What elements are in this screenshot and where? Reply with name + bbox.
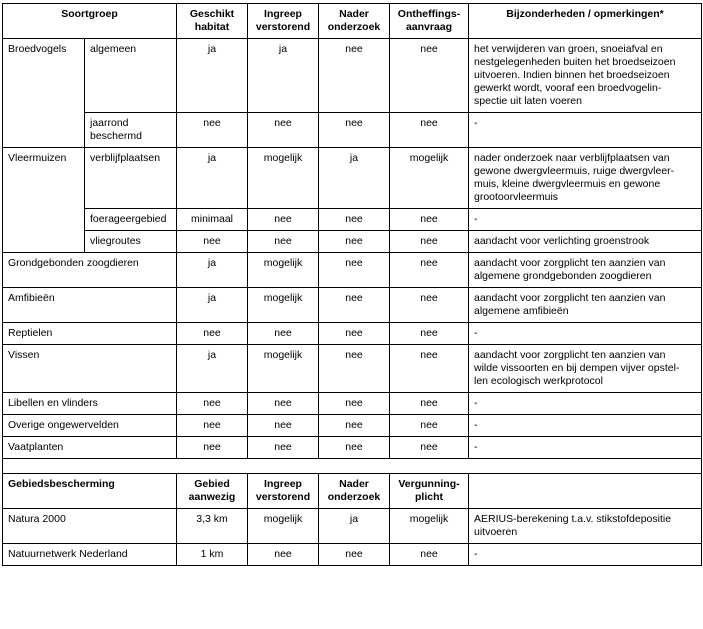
cell-nader: nee <box>319 544 390 566</box>
cell-opmerking: aandacht voor verlichting groenstrook <box>469 231 702 253</box>
header-geschikt: Geschikt habitat <box>177 4 248 39</box>
header-nader: Nader onderzoek <box>319 4 390 39</box>
cell-group: Overige ongewervelden <box>3 415 177 437</box>
cell-group: Amfibieën <box>3 288 177 323</box>
table-row <box>3 345 702 393</box>
cell-ontheffing: nee <box>390 113 469 148</box>
cell-geschikt: ja <box>177 288 248 323</box>
cell-geschikt: nee <box>177 415 248 437</box>
cell-vergunning: mogelijk <box>390 509 469 544</box>
cell-vergunning: nee <box>390 544 469 566</box>
cell-sub: algemeen <box>85 39 177 113</box>
cell-group: Natuurnetwerk Nederland <box>3 544 177 566</box>
cell-opmerking: - <box>469 209 702 231</box>
cell-nader: nee <box>319 209 390 231</box>
header-ingreep-2: Ingreep verstorend <box>248 474 319 509</box>
cell-ingreep: nee <box>248 209 319 231</box>
cell-geschikt: ja <box>177 345 248 393</box>
cell-nader: nee <box>319 113 390 148</box>
header-aanwezig: Gebied aanwezig <box>177 474 248 509</box>
cell-geschikt: nee <box>177 437 248 459</box>
cell-geschikt: ja <box>177 253 248 288</box>
cell-ontheffing: nee <box>390 231 469 253</box>
header-empty <box>469 474 702 509</box>
cell-group: Broedvogels <box>3 39 85 148</box>
table-row <box>3 393 702 415</box>
cell-sub: jaarrond beschermd <box>85 113 177 148</box>
cell-ontheffing: nee <box>390 209 469 231</box>
cell-opmerking: - <box>469 437 702 459</box>
cell-ingreep: mogelijk <box>248 345 319 393</box>
header-bijzonderheden: Bijzonderheden / opmerkingen* <box>469 4 702 39</box>
cell-ingreep: nee <box>248 544 319 566</box>
cell-opmerking: AERIUS-berekening t.a.v. stikstofdepositie uitvoeren <box>469 509 702 544</box>
cell-nader: nee <box>319 39 390 113</box>
cell-ontheffing: mogelijk <box>390 148 469 209</box>
spacer-row <box>3 459 702 474</box>
cell-opmerking: aandacht voor zorgplicht ten aanzien van algemene amfibieën <box>469 288 702 323</box>
cell-ingreep: mogelijk <box>248 253 319 288</box>
cell-nader: ja <box>319 148 390 209</box>
cell-nader: nee <box>319 345 390 393</box>
header-nader-2: Nader onderzoek <box>319 474 390 509</box>
cell-geschikt: nee <box>177 231 248 253</box>
cell-opmerking: nader onderzoek naar verblijfplaatsen van gewone dwergvleermuis, ruige dwergvleer- muis, kleine dwergvleermuis en gewone grootoorvleermuis <box>469 148 702 209</box>
cell-group: Libellen en vlinders <box>3 393 177 415</box>
cell-geschikt: ja <box>177 148 248 209</box>
cell-ontheffing: nee <box>390 393 469 415</box>
table-row <box>3 39 702 113</box>
cell-sub: verblijfplaatsen <box>85 148 177 209</box>
cell-nader: nee <box>319 253 390 288</box>
cell-ontheffing: nee <box>390 415 469 437</box>
cell-ingreep: mogelijk <box>248 509 319 544</box>
table-row <box>3 415 702 437</box>
cell-ingreep: nee <box>248 393 319 415</box>
cell-ingreep: mogelijk <box>248 288 319 323</box>
cell-aanwezig: 1 km <box>177 544 248 566</box>
cell-opmerking: - <box>469 544 702 566</box>
cell-opmerking: het verwijderen van groen, snoeiafval en nestgelegenheden buiten het broedseizoen uitvoeren. Indien binnen het broedseizoen gewerkt wordt, vooraf een broedvogelin- spectie uit laten voeren <box>469 39 702 113</box>
cell-opmerking: - <box>469 323 702 345</box>
table-row <box>3 544 702 566</box>
cell-ontheffing: nee <box>390 39 469 113</box>
table-row <box>3 231 702 253</box>
table-row <box>3 209 702 231</box>
cell-ingreep: mogelijk <box>248 148 319 209</box>
cell-group: Natura 2000 <box>3 509 177 544</box>
cell-group: Reptielen <box>3 323 177 345</box>
cell-group: Vissen <box>3 345 177 393</box>
cell-nader: ja <box>319 509 390 544</box>
header-ontheffing: Ontheffings- aanvraag <box>390 4 469 39</box>
header-vergunning: Vergunning- plicht <box>390 474 469 509</box>
table-row <box>3 509 702 544</box>
header-row-gebied <box>3 474 702 509</box>
cell-ontheffing: nee <box>390 253 469 288</box>
cell-group: Grondgebonden zoogdieren <box>3 253 177 288</box>
cell-ontheffing: nee <box>390 345 469 393</box>
cell-ingreep: ja <box>248 39 319 113</box>
cell-aanwezig: 3,3 km <box>177 509 248 544</box>
cell-nader: nee <box>319 415 390 437</box>
cell-nader: nee <box>319 231 390 253</box>
cell-nader: nee <box>319 323 390 345</box>
cell-nader: nee <box>319 288 390 323</box>
cell-ingreep: nee <box>248 323 319 345</box>
spacer-cell <box>3 459 702 474</box>
table-row <box>3 253 702 288</box>
cell-ontheffing: nee <box>390 437 469 459</box>
table-row <box>3 437 702 459</box>
cell-opmerking: aandacht voor zorgplicht ten aanzien van wilde vissoorten en bij dempen vijver opstel- len ecologisch werkprotocol <box>469 345 702 393</box>
cell-ingreep: nee <box>248 231 319 253</box>
header-gebied: Gebiedsbescherming <box>3 474 177 509</box>
cell-geschikt: nee <box>177 323 248 345</box>
header-soortgroep: Soortgroep <box>3 4 177 39</box>
cell-sub: foerageergebied <box>85 209 177 231</box>
cell-ontheffing: nee <box>390 288 469 323</box>
table-row <box>3 323 702 345</box>
cell-sub: vliegroutes <box>85 231 177 253</box>
table-row <box>3 148 702 209</box>
cell-ontheffing: nee <box>390 323 469 345</box>
cell-opmerking: - <box>469 113 702 148</box>
header-row <box>3 4 702 39</box>
cell-geschikt: nee <box>177 113 248 148</box>
cell-group: Vaatplanten <box>3 437 177 459</box>
cell-geschikt: nee <box>177 393 248 415</box>
cell-geschikt: ja <box>177 39 248 113</box>
cell-ingreep: nee <box>248 415 319 437</box>
header-ingreep: Ingreep verstorend <box>248 4 319 39</box>
table-row <box>3 113 702 148</box>
cell-opmerking: - <box>469 415 702 437</box>
cell-ingreep: nee <box>248 113 319 148</box>
cell-group: Vleermuizen <box>3 148 85 253</box>
cell-nader: nee <box>319 437 390 459</box>
table-row <box>3 288 702 323</box>
cell-nader: nee <box>319 393 390 415</box>
species-table <box>2 3 702 566</box>
cell-opmerking: - <box>469 393 702 415</box>
cell-geschikt: minimaal <box>177 209 248 231</box>
cell-ingreep: nee <box>248 437 319 459</box>
cell-opmerking: aandacht voor zorgplicht ten aanzien van algemene grondgebonden zoogdieren <box>469 253 702 288</box>
